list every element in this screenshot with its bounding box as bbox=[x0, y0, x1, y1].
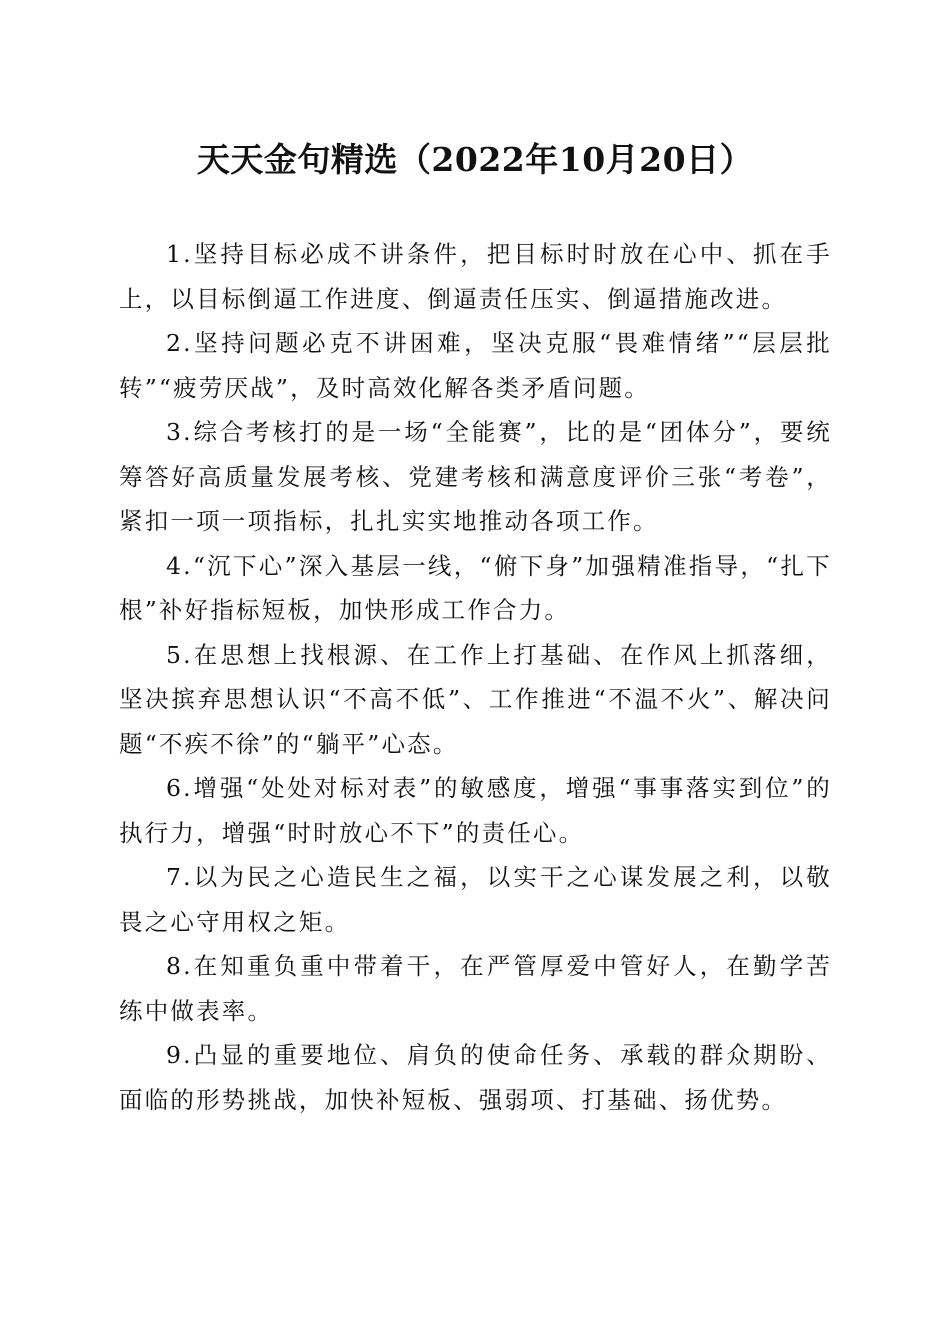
quote-list bbox=[119, 232, 832, 1122]
list-item: 8.在知重负重中带着干，在严管厚爱中管好人，在勤学苦练中做表率。 bbox=[119, 952, 832, 1025]
list-item: 2.坚持问题必克不讲困难，坚决克服“畏难情绪”“层层批转”“疲劳厌战”，及时高效化解各类矛盾问题。 bbox=[119, 329, 832, 402]
list-item: 4.“沉下心”深入基层一线，“俯下身”加强精准指导，“扎下根”补好指标短板，加快形成工作合力。 bbox=[119, 551, 832, 624]
list-item: 6.增强“处处对标对表”的敏感度，增强“事事落实到位”的执行力，增强“时时放心不下”的责任心。 bbox=[119, 774, 832, 847]
list-item: 5.在思想上找根源、在工作上打基础、在作风上抓落细，坚决摈弃思想认识“不高不低”、工作推进“不温不火”、解决问题“不疾不徐”的“躺平”心态。 bbox=[119, 640, 832, 758]
list-item: 7.以为民之心造民生之福，以实干之心谋发展之利，以敬畏之心守用权之矩。 bbox=[119, 863, 832, 936]
list-item: 1.坚持目标必成不讲条件，把目标时时放在心中、抓在手上，以目标倒逼工作进度、倒逼责任压实、倒逼措施改进。 bbox=[119, 240, 832, 313]
list-item: 9.凸显的重要地位、肩负的使命任务、承载的群众期盼、面临的形势挑战，加快补短板、强弱项、打基础、扬优势。 bbox=[119, 1041, 832, 1114]
list-item: 3.综合考核打的是一场“全能赛”，比的是“团体分”，要统筹答好高质量发展考核、党建考核和满意度评价三张“考卷”，紧扣一项一项指标，扎扎实实地推动各项工作。 bbox=[119, 418, 832, 535]
page-title: 天天金句精选（2022年10月20日） bbox=[196, 140, 754, 179]
